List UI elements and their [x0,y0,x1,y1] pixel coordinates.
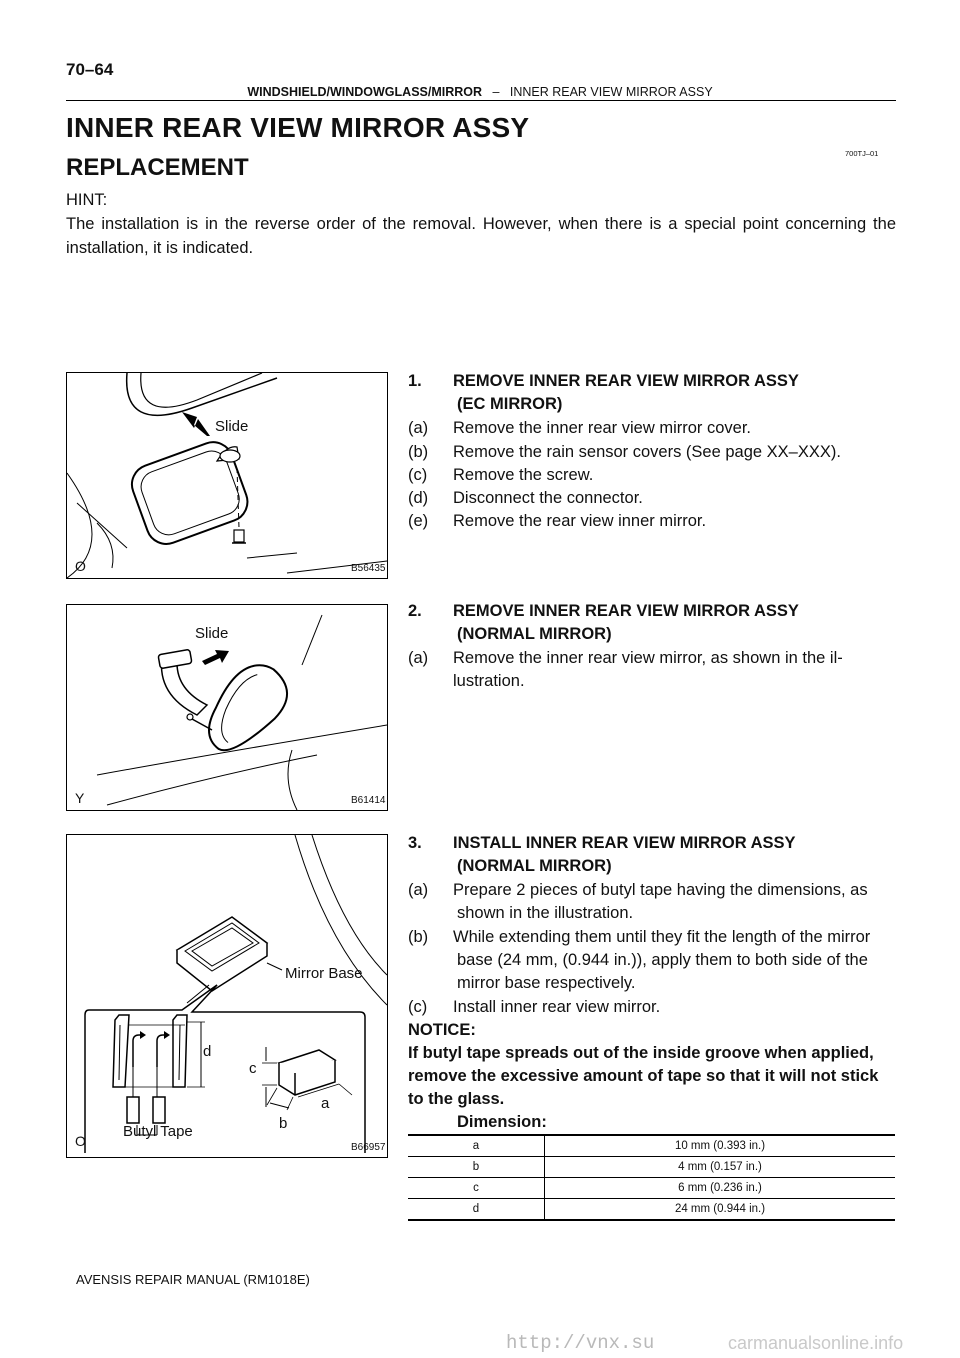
dimension-label: Dimension: [457,1113,547,1131]
notice-text: If butyl tape spreads out of the inside groove when applied, [408,1044,874,1062]
figure-mark: Y [75,790,85,806]
ec-mirror-illustration [67,373,387,578]
slide-label: Slide [215,418,249,435]
figure-ec-mirror [66,372,388,579]
running-header [0,85,960,99]
notice-label: NOTICE: [408,1021,476,1039]
table-cell-key: a [408,1135,545,1157]
table-row [408,1135,895,1157]
figure-mark: O [75,558,86,574]
table-cell-value: 6 mm (0.236 in.) [545,1178,896,1199]
header-rule [66,100,896,101]
table-cell-key: b [408,1157,545,1178]
figure-mark: O [75,1133,86,1149]
header-subsection: INNER REAR VIEW MIRROR ASSY [509,85,713,99]
dimension-a-label: a [321,1095,330,1112]
step-1-subtitle: (EC MIRROR) [457,395,563,413]
figure-code: B56435 [351,563,386,574]
figure-butyl-tape [66,834,388,1158]
dimension-b-label: b [279,1115,288,1132]
page-subtitle: REPLACEMENT [66,154,249,181]
figure-code: B61414 [351,795,386,806]
butyl-tape-illustration [67,835,387,1157]
footer-text: AVENSIS REPAIR MANUAL (RM1018E) [76,1272,310,1287]
table-cell-value: 10 mm (0.393 in.) [545,1135,896,1157]
page-number: 70–64 [66,60,114,79]
header-separator: – [492,85,500,99]
table-cell-key: d [408,1199,545,1221]
table-cell-value: 4 mm (0.157 in.) [545,1157,896,1178]
butyl-tape-label: Butyl Tape [123,1123,193,1140]
step-2-item-cont: lustration. [453,672,525,690]
step-3-item-b-cont: base (24 mm, (0.944 in.)), apply them to both side of the [457,951,868,969]
dimension-c-label: c [249,1060,257,1077]
step-3-item-b-cont: mirror base respectively. [457,974,636,992]
table-cell-key: c [408,1178,545,1199]
hint-label: HINT: [66,191,108,209]
header-section: WINDSHIELD/WINDOWGLASS/MIRROR [247,85,483,99]
step-3-item-a-cont: shown in the illustration. [457,904,634,922]
mirror-base-label: Mirror Base [285,965,363,982]
table-row [408,1199,895,1221]
dimension-d-label: d [203,1043,212,1060]
document-code: 700TJ–01 [845,149,879,158]
watermark-site: carmanualsonline.info [728,1333,904,1353]
dimension-table [408,1134,895,1221]
figure-normal-mirror-removal [66,604,388,811]
watermark-link[interactable]: http://vnx.su [506,1332,655,1354]
table-row [408,1157,895,1178]
slide-label: Slide [195,625,229,642]
notice-text: remove the excessive amount of tape so that it will not stick [408,1067,879,1085]
hint-text: The installation is in the reverse order of the removal. However, when there is a special point concerning the installation, it is indicated. [66,215,896,257]
step-3-subtitle: (NORMAL MIRROR) [457,857,612,875]
page-title: INNER REAR VIEW MIRROR ASSY [66,112,530,143]
table-cell-value: 24 mm (0.944 in.) [545,1199,896,1221]
figure-code: B66957 [351,1142,386,1153]
notice-text: to the glass. [408,1090,505,1108]
step-2-subtitle: (NORMAL MIRROR) [457,625,612,643]
table-row [408,1178,895,1199]
